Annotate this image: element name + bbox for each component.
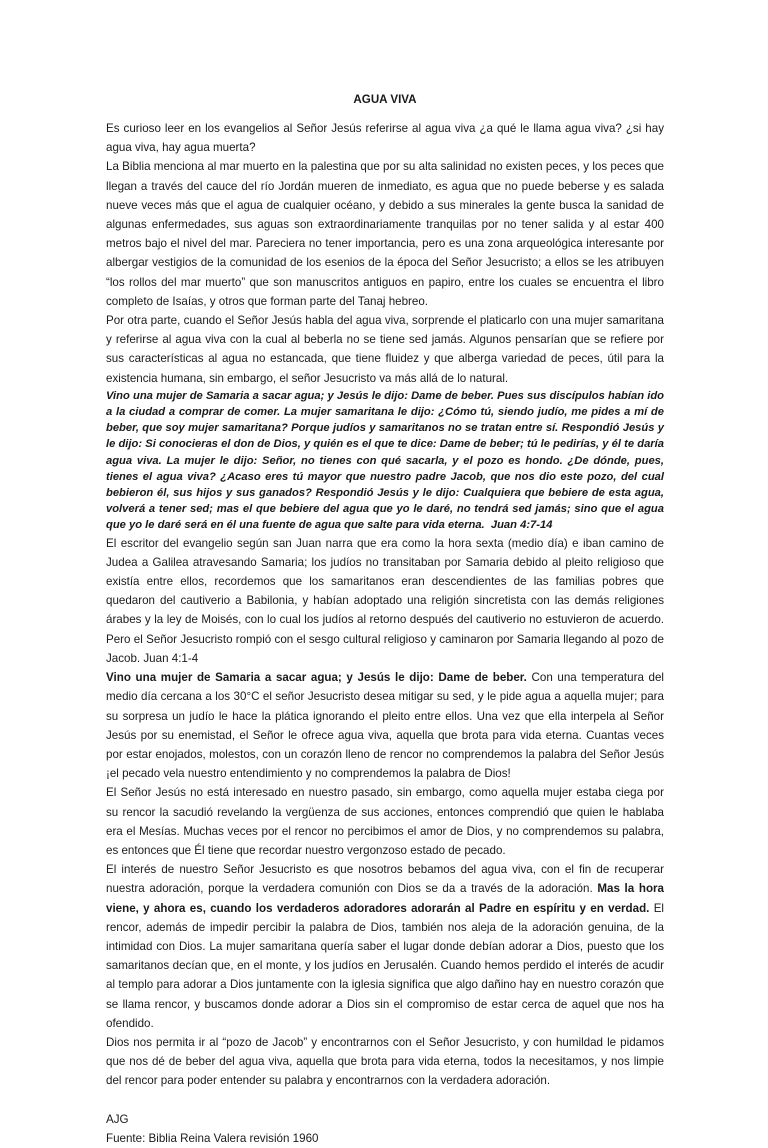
worship-paragraph [106,860,664,1033]
intro-paragraph: Es curioso leer en los evangelios al Señor Jesús referirse al agua viva ¿a qué le llama agua viva? ¿si hay agua viva, hay agua muerta? [106,122,664,155]
closing-paragraph: Dios nos permita ir al “pozo de Jacob” y encontrarnos con el Señor Jesucristo, y con humildad le pidamos que nos dé de beber del agua viva, aquella que brota para vida eterna, todos la necesitamos, y nos limpie del rencor para poder entender su palabra y encontrarnos con la verdadera adoración. [106,1035,664,1088]
scripture-quote-text: Vino una mujer de Samaria a sacar agua; y Jesús le dijo: Dame de beber. Pues sus discípulos habían ido a la ciudad a comprar de comer. La mujer samaritana le dijo: ¿Cómo tú, siendo judío, me pides a mí de beber, que soy mujer samaritana? Porque judíos y samaritanos no se tratan entre sí. Respondió Jesús y le dijo: Si conocieras el don de Dios, y quién es el que te dice: Dame de beber; tú le pedirías, y él te daría agua viva. La mujer le dijo: Señor, no tienes con qué sacarla, y el pozo es hondo. ¿De dónde, pues, tienes el agua viva? ¿Acaso eres tú mayor que nuestro padre Jacob, que nos dio este pozo, del cual bebieron él, sus hijos y sus ganados? Respondió Jesús y le dijo: Cualquiera que bebiere de esta agua, volverá a tener sed; mas el que bebiere del agua que yo le daré, no tendrá sed jamás; sino que el agua que yo le daré será en él una fuente de agua que salte para vida eterna. [106,389,664,532]
paragraph-text: El interés de nuestro Señor Jesucristo es que nosotros bebamos del agua viva, con el fin de recuperar nuestra adoración, porque la verdadera comunión con Dios se da a través de la adoración. [106,863,664,896]
scripture-reference: Juan 4:7-14 [490,519,553,532]
document-page [106,92,664,1148]
source-citation: Fuente: Biblia Reina Valera revisión 1960 [106,1131,319,1145]
living-water-paragraph: Por otra parte, cuando el Señor Jesús habla del agua viva, sorprende el platicarlo con una mujer samaritana y referirse al agua viva con la cual al beberla no se tiene sed jamás. Algunos pensarían que se refiere por sus características al agua no estancada, que tiene fluidez y que alberga variedad de peces, útil para la existencia humana, sin embargo, el señor Jesucristo va más allá de lo natural. [106,314,664,385]
signature-block [106,1110,664,1148]
paragraph-text: Con una temperatura del medio día cercana a los 30°C el señor Jesucristo desea mitigar su sed, y le pide agua a aquella mujer; para su sorpresa un judío le hace la plática ignorando el pleito entre ellos. Una vez que ella interpela al Señor Jesús por su enemistad, el Señor le ofrece agua viva, aquella que brota para vida eterna. Cuantas veces por estar enojados, molestos, con un corazón lleno de rencor no comprendemos la palabra del Señor Jesús ¡el pecado vela nuestro entendimiento y no comprendemos la palabra de Dios! [106,671,664,781]
messiah-paragraph: El Señor Jesús no está interesado en nuestro pasado, sin embargo, como aquella mujer estaba ciega por su rencor la sacudió revelando la vergüenza de sus acciones, entonces comprendió que quien le hablaba era el Mesías. Muchas veces por el rencor no percibimos el amor de Dios, y no comprendemos su palabra, es entonces que Él tiene que recordar nuestro vergonzoso estado de pecado. [106,786,664,857]
gospel-context-paragraph: El escritor del evangelio según san Juan narra que era como la hora sexta (medio día) e iban camino de Judea a Galilea atravesando Samaria; los judíos no transitaban por Samaria debido al pleito religioso que existía entre ellos, recordemos que los samaritanos eran descendientes de las familias pobres que quedaron del cautiverio a Babilonia, y habían adoptado una religión sincretista con las demás religiones árabes y la ley de Moisés, con lo cual los judíos al retorno después del cautiverio no estuvieron de acuerdo. Pero el Señor Jesucristo rompió con el sesgo cultural religioso y caminaron por Samaria llegando al pozo de Jacob. Juan 4:1-4 [106,536,664,665]
author-initials: AJG [106,1112,129,1126]
document-title: AGUA VIVA [353,93,417,106]
bold-verse: Mas la hora viene, y ahora es, cuando los verdaderos adoradores adorarán al Padre en espíritu y en verdad. [106,882,664,915]
dead-sea-paragraph: La Biblia menciona al mar muerto en la palestina que por su alta salinidad no existen peces, y los peces que llegan a través del cauce del río Jordán mueren de inmediato, es agua que no puede beberse y es salada nueve veces más que el agua de cualquier océano, y debido a sus minerales la gente busca la sanidad de algunas enfermedades, sus aguas son extraordinariamente tranquilas por no tener salida y al estar 400 metros bajo el nivel del mar. Pareciera no tener importancia, pero es una zona arqueológica interesante por albergar vestigios de la comunidad de los esenios de la época del Señor Jesucristo; a ellos se les atribuyen “los rollos del mar muerto” que son manuscritos antiguos en papiro, entre los cuales se encuentra el libro completo de Isaías, y otros que forman parte del Tanaj hebreo. [106,160,664,308]
scripture-quote [106,388,664,534]
spacer [106,1091,664,1110]
woman-of-samaria-paragraph [106,668,664,783]
bold-verse: Vino una mujer de Samaria a sacar agua; y Jesús le dijo: Dame de beber. [106,671,527,685]
paragraph-text: El rencor, además de impedir percibir la palabra de Dios, también nos aleja de la adoración genuina, de la intimidad con Dios. La mujer samaritana quería saber el lugar donde debían adorar a Dios, puesto que los samaritanos decían que, en el monte, y los judíos en Jerusalén. Cuando hemos perdido el interés de acudir al templo para adorar a Dios juntamente con la iglesia significa que algo dañino hay en nuestro corazón que se llama rencor, y buscamos donde adorar a Dios sin el compromiso de estar cerca de aquel que nos ha ofendido. [106,901,665,1030]
